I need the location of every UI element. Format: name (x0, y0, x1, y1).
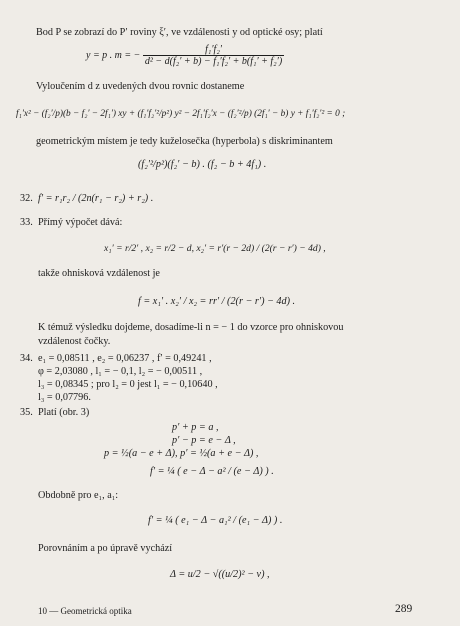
exercise-number: 35. (20, 407, 33, 418)
text-line: K témuž výsledku dojdeme, dosadíme-li n = − 1 do vzorce pro ohniskovou (38, 322, 344, 333)
text-line: vzdálenost čočky. (38, 336, 111, 347)
equation: f = x₁′ . x₂′ / x₂ = rr′ / (2(r − r′) − 4d) . (138, 296, 296, 307)
text-line: Bod P se zobrazí do P′ roviny ξ′, ve vzdálenosti y od optické osy; platí (36, 27, 323, 38)
equation: f′ = r₁r₂ / (2n(r₁ − r₂) + r₂) . (38, 193, 154, 204)
equation: y = p . m = − $\frac{\text{f₁′f₂′}}{\text{d² − d(f₂′ + b) − f₁′f₂′ + b(f₁′ + f₂′)}}$ (86, 44, 283, 67)
text-line: Platí (obr. 3) (38, 407, 90, 418)
exercise-number: 34. (20, 353, 33, 364)
page-number: 289 (395, 603, 413, 615)
text-line: takže ohnisková vzdálenost je (38, 268, 160, 279)
exercise-number: 33. (20, 217, 33, 228)
equation: f′ = ¼ ( e₁ − Δ − a₁² / (e₁ − Δ) ) . (148, 515, 283, 526)
equation: f₁′x² − (f₂′/p)(b − f₂′ − 2f₁′) xy + (f₁′f₂′²/p²) y² − 2f₁′f₂′x − (f₂′²/p) (2f₁′ − b) y + f₁′f₂′² = 0 ; (16, 109, 346, 119)
text-line: Obdobně pro e₁, a₁: (38, 490, 119, 501)
equation: p′ + p = a , (172, 422, 219, 433)
data-line: l₃ = 0,07796. (38, 392, 91, 403)
text-line: Přímý výpočet dává: (38, 217, 123, 228)
equation: x₁′ = r/2′ , x₂ = r/2 − d, x₂′ = r′(r − 2d) / (2(r − r′) − 4d) , (104, 243, 326, 254)
footer-text: 10 — Geometrická optika (38, 606, 132, 616)
equation: f′ = ¼ ( e − Δ − a² / (e − Δ) ) . (150, 466, 274, 477)
data-line: φ = 2,03080 , l₁ = − 0,1, l₂ = − 0,00511 , (38, 366, 203, 377)
text-line: geometrickým místem je tedy kuželosečka (hyperbola) s diskriminantem (36, 136, 333, 147)
data-line: e₁ = 0,08511 , e₂ = 0,06237 , f′ = 0,49241 , (38, 353, 212, 364)
equation: p′ − p = e − Δ , (172, 435, 236, 446)
equation: p = ½(a − e + Δ), p′ = ½(a + e − Δ) , (104, 448, 259, 459)
data-line: l₃ = 0,08345 ; pro l₂ = 0 jest l₁ = − 0,10640 , (38, 379, 218, 390)
exercise-number: 32. (20, 193, 33, 204)
text-line: Porovnáním a po úpravě vychází (38, 543, 173, 554)
equation: (f₂′²/p²)(f₂′ − b) . (f₂ − b + 4f₁) . (138, 159, 267, 170)
equation: Δ = u/2 − √((u/2)² − v) , (170, 569, 270, 580)
text-line: Vyloučením d z uvedených dvou rovnic dostaneme (36, 81, 245, 92)
